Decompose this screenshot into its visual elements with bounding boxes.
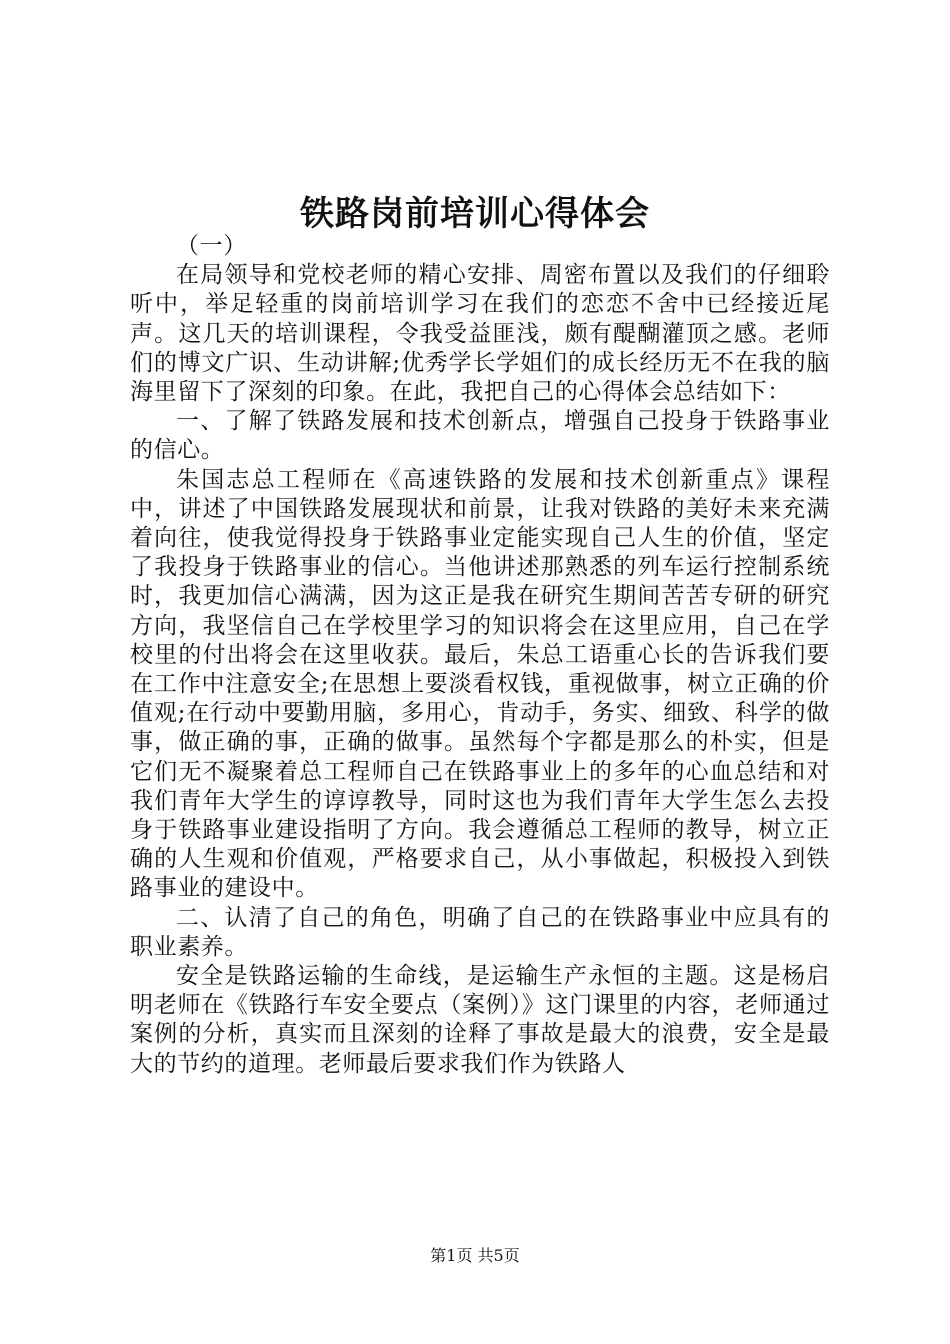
paragraph-body-two: 安全是铁路运输的生命线，是运输生产永恒的主题。这是杨启明老师在《铁路行车安全要点（案例）》这门课里的内容，老师通过案例的分析，真实而且深刻的诠释了事故是最大的浪费，安全是最大的节约的道理。老师最后要求我们作为铁路人 (130, 963, 830, 1077)
paragraph-body-one: 朱国志总工程师在《高速铁路的发展和技术创新重点》课程中，讲述了中国铁路发展现状和前景，让我对铁路的美好未来充满着向往，使我觉得投身于铁路事业定能实现自己人生的价值，坚定了我投身于铁路事业的信心。当他讲述那熟悉的列车运行控制系统时，我更加信心满满，因为这正是我在研究生期间苦苦专研的研究方向，我坚信自己在学校里学习的知识将会在这里应用，自己在学校里的付出将会在这里收获。最后，朱总工语重心长的告诉我们要在工作中注意安全;在思想上要淡看权钱，重视做事，树立正确的价值观;在行动中要勤用脑，多用心，肯动手，务实、细致、科学的做事，做正确的事，正确的做事。虽然每个字都是那么的朴实，但是它们无不凝聚着总工程师自己在铁路事业上的多年的心血总结和对我们青年大学生的谆谆教导，同时这也为我们青年大学生怎么去投身于铁路事业建设指明了方向。我会遵循总工程师的教导，树立正确的人生观和价值观，严格要求自己，从小事做起，积极投入到铁路事业的建设中。 (130, 466, 830, 902)
paragraph-heading-two: 二、认清了自己的角色，明确了自己的在铁路事业中应具有的职业素养。 (130, 904, 830, 960)
document-title: 铁路岗前培训心得体会 (300, 194, 650, 234)
page-footer: 第1页 共5页 (430, 1246, 520, 1265)
paragraph-heading-one: 一、了解了铁路发展和技术创新点，增强自己投身于铁路事业的信心。 (130, 408, 830, 464)
paragraph-section-number: （一） (176, 233, 247, 259)
document-body (130, 232, 830, 1079)
paragraph-intro: 在局领导和党校老师的精心安排、周密布置以及我们的仔细聆听中，举足轻重的岗前培训学习在我们的恋恋不舍中已经接近尾声。这几天的培训课程，令我受益匪浅，颇有醍醐灌顶之感。老师们的博文广识、生动讲解;优秀学长学姐们的成长经历无不在我的脑海里留下了深刻的印象。在此，我把自己的心得体会总结如下： (130, 262, 830, 406)
